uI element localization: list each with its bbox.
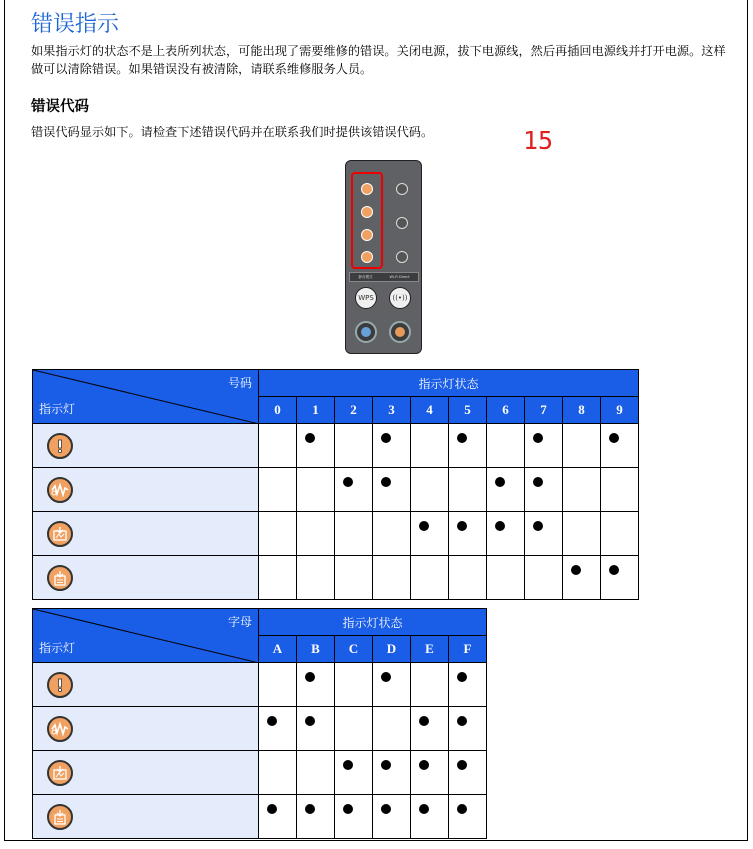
lit-dot-icon	[343, 477, 353, 487]
status-cell	[449, 751, 487, 795]
status-cell	[335, 556, 373, 600]
lit-dot-icon	[495, 521, 505, 531]
status-cell	[563, 556, 601, 600]
column-header: 4	[411, 397, 449, 424]
table-row	[33, 751, 487, 795]
status-cell	[487, 468, 525, 512]
lit-dot-icon	[267, 804, 277, 814]
column-header: F	[449, 636, 487, 663]
start-button	[355, 321, 377, 343]
attention-icon	[47, 672, 73, 698]
wifi-direct-label: Wi-Fi Direct	[389, 275, 410, 279]
table-row	[33, 468, 639, 512]
corner-label-number: 号码	[227, 376, 252, 390]
status-cell	[297, 751, 335, 795]
table-row	[33, 663, 487, 707]
paper-icon	[47, 804, 73, 830]
indicator-cell	[33, 468, 259, 512]
lit-dot-icon	[381, 760, 391, 770]
status-cell	[335, 795, 373, 839]
status-cell	[297, 707, 335, 751]
lit-dot-icon	[381, 477, 391, 487]
stop-button	[389, 321, 411, 343]
column-header: D	[373, 636, 411, 663]
column-header: B	[297, 636, 335, 663]
status-cell	[449, 795, 487, 839]
operation-panel-illustration	[345, 160, 422, 354]
status-cell	[525, 512, 563, 556]
attention-icon	[47, 433, 73, 459]
wifi-led-icon	[396, 251, 408, 263]
wps-label: WPS	[358, 294, 374, 302]
status-cell	[411, 795, 449, 839]
column-header: 3	[373, 397, 411, 424]
column-header: 6	[487, 397, 525, 424]
corner-label-letter: 字母	[227, 615, 252, 629]
status-cell	[373, 556, 411, 600]
table-corner	[33, 370, 259, 424]
lit-dot-icon	[381, 433, 391, 443]
status-cell	[259, 512, 297, 556]
number-code-table	[32, 369, 639, 600]
status-cell	[373, 663, 411, 707]
sleep-led-icon	[396, 217, 408, 229]
power-led-icon	[396, 183, 408, 195]
jam-led-icon	[361, 206, 373, 218]
status-cell	[601, 424, 639, 468]
attention-led-icon	[361, 183, 373, 195]
status-cell	[259, 663, 297, 707]
status-cell	[601, 468, 639, 512]
status-cell	[373, 707, 411, 751]
page-title: 错误指示	[31, 12, 120, 37]
column-header: 5	[449, 397, 487, 424]
status-cell	[411, 707, 449, 751]
page-number: 15	[523, 126, 554, 155]
status-header: 指示灯状态	[259, 370, 639, 397]
indicator-cell	[33, 424, 259, 468]
status-cell	[449, 424, 487, 468]
status-cell	[563, 512, 601, 556]
indicator-cell	[33, 707, 259, 751]
status-cell	[449, 556, 487, 600]
status-cell	[525, 556, 563, 600]
status-cell	[411, 424, 449, 468]
toner-icon	[47, 521, 73, 547]
lit-dot-icon	[305, 716, 315, 726]
quiet-mode-label: 静音模式	[358, 274, 373, 279]
status-cell	[335, 424, 373, 468]
lit-dot-icon	[457, 672, 467, 682]
status-cell	[525, 424, 563, 468]
lit-dot-icon	[305, 804, 315, 814]
lit-dot-icon	[457, 521, 467, 531]
lit-dot-icon	[381, 672, 391, 682]
status-cell	[411, 556, 449, 600]
indicator-cell	[33, 663, 259, 707]
status-cell	[259, 556, 297, 600]
table-corner	[33, 609, 259, 663]
lit-dot-icon	[533, 433, 543, 443]
status-cell	[297, 512, 335, 556]
status-cell	[411, 751, 449, 795]
wifi-direct-button: ((•))	[389, 287, 411, 309]
lit-dot-icon	[609, 565, 619, 575]
lit-dot-icon	[495, 477, 505, 487]
status-cell	[335, 751, 373, 795]
status-cell	[373, 795, 411, 839]
lit-dot-icon	[267, 716, 277, 726]
column-header: A	[259, 636, 297, 663]
jam-icon	[47, 716, 73, 742]
status-cell	[487, 512, 525, 556]
column-header: 0	[259, 397, 297, 424]
letter-code-table	[32, 608, 487, 839]
jam-icon	[47, 477, 73, 503]
table-row	[33, 424, 639, 468]
lit-dot-icon	[419, 521, 429, 531]
status-cell	[335, 468, 373, 512]
table-row	[33, 795, 487, 839]
status-cell	[449, 663, 487, 707]
status-cell	[411, 468, 449, 512]
status-cell	[449, 512, 487, 556]
paper-led-icon	[361, 251, 373, 263]
status-cell	[373, 468, 411, 512]
lit-dot-icon	[457, 804, 467, 814]
indicator-cell	[33, 512, 259, 556]
status-cell	[335, 707, 373, 751]
indicator-cell	[33, 751, 259, 795]
section-title: 错误代码	[31, 99, 89, 115]
column-header: 7	[525, 397, 563, 424]
lit-dot-icon	[419, 804, 429, 814]
column-header: E	[411, 636, 449, 663]
status-cell	[335, 512, 373, 556]
status-cell	[297, 663, 335, 707]
lit-dot-icon	[457, 716, 467, 726]
table-row	[33, 512, 639, 556]
lit-dot-icon	[419, 760, 429, 770]
status-cell	[563, 468, 601, 512]
status-cell	[259, 707, 297, 751]
status-cell	[601, 556, 639, 600]
lit-dot-icon	[609, 433, 619, 443]
lit-dot-icon	[419, 716, 429, 726]
table-row	[33, 556, 639, 600]
lit-dot-icon	[457, 760, 467, 770]
lit-dot-icon	[305, 433, 315, 443]
indicator-cell	[33, 556, 259, 600]
status-cell	[297, 468, 335, 512]
section-paragraph: 错误代码显示如下。请检查下述错误代码并在联系我们时提供该错误代码。	[31, 125, 434, 139]
table-row	[33, 707, 487, 751]
status-cell	[373, 751, 411, 795]
lit-dot-icon	[533, 521, 543, 531]
status-cell	[373, 512, 411, 556]
lit-dot-icon	[381, 804, 391, 814]
paper-icon	[47, 565, 73, 591]
lit-dot-icon	[533, 477, 543, 487]
toner-icon	[47, 760, 73, 786]
lit-dot-icon	[457, 433, 467, 443]
intro-paragraph: 如果指示灯的状态不是上表所列状态，可能出现了需要维修的错误。关闭电源，拔下电源线，然后再插回电源线并打开电源。这样做可以清除错误。如果错误没有被清除，请联系维修服务人员。	[31, 44, 726, 76]
status-cell	[373, 424, 411, 468]
toner-led-icon	[361, 229, 373, 241]
status-cell	[487, 424, 525, 468]
column-header: 1	[297, 397, 335, 424]
status-cell	[411, 512, 449, 556]
lit-dot-icon	[343, 760, 353, 770]
column-header: 2	[335, 397, 373, 424]
indicator-cell	[33, 795, 259, 839]
status-cell	[563, 424, 601, 468]
panel-label-strip	[349, 272, 419, 282]
lit-dot-icon	[343, 804, 353, 814]
status-cell	[411, 663, 449, 707]
lit-dot-icon	[305, 672, 315, 682]
quiet-mode-button	[355, 287, 377, 309]
status-cell	[259, 751, 297, 795]
lit-dot-icon	[571, 565, 581, 575]
column-header: C	[335, 636, 373, 663]
corner-label-indicator: 指示灯	[39, 402, 76, 416]
column-header: 8	[563, 397, 601, 424]
status-cell	[297, 424, 335, 468]
status-cell	[259, 424, 297, 468]
status-cell	[449, 707, 487, 751]
status-cell	[259, 468, 297, 512]
status-cell	[525, 468, 563, 512]
status-cell	[259, 795, 297, 839]
status-cell	[487, 556, 525, 600]
status-cell	[335, 663, 373, 707]
status-cell	[601, 512, 639, 556]
status-cell	[449, 468, 487, 512]
status-cell	[297, 556, 335, 600]
corner-label-indicator: 指示灯	[39, 641, 76, 655]
column-header: 9	[601, 397, 639, 424]
status-cell	[297, 795, 335, 839]
status-header: 指示灯状态	[259, 609, 487, 636]
